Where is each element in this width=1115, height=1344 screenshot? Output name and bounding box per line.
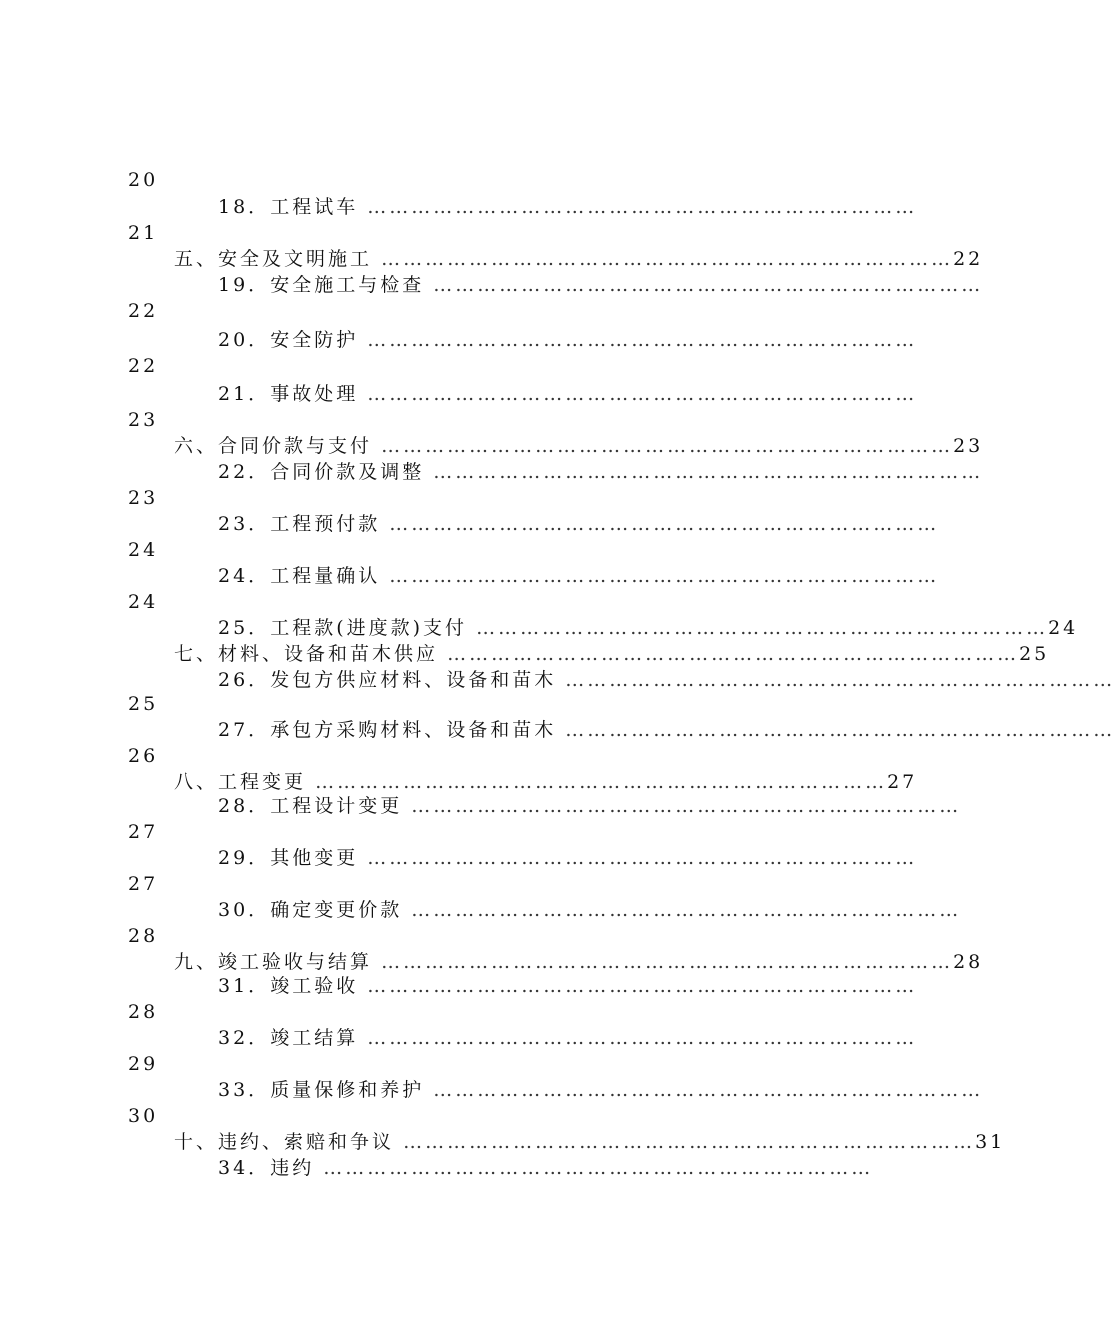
page-number: 21 bbox=[128, 222, 159, 244]
toc-page-number bbox=[128, 590, 158, 614]
dot-leader: …………………………………………………………………… bbox=[476, 617, 1049, 639]
toc-page-number bbox=[128, 744, 158, 768]
entry-number: 22． bbox=[218, 461, 271, 483]
dot-leader: ………………………………………………………………… bbox=[367, 975, 918, 997]
page-number: 24 bbox=[128, 591, 159, 613]
dot-leader: ………………………………………………………………… bbox=[367, 1027, 918, 1049]
dot-leader: ………………………………………………………………… bbox=[367, 383, 918, 405]
page-number: 28 bbox=[128, 1001, 159, 1023]
page-number: 24 bbox=[128, 539, 159, 561]
dot-leader: ………………………………………………………………… bbox=[433, 1079, 984, 1101]
page-number: 27 bbox=[887, 771, 918, 793]
page-number: 23 bbox=[128, 409, 159, 431]
entry-title: 竣工结算 bbox=[270, 1027, 359, 1049]
entry-number: 23． bbox=[218, 513, 271, 535]
entry-number: 24． bbox=[218, 565, 271, 587]
entry-number: 18． bbox=[218, 196, 271, 218]
dot-leader: ………………………………………………………………… bbox=[367, 329, 918, 351]
entry-number: 27． bbox=[218, 719, 271, 741]
dot-leader: ………………………………………………………………… bbox=[323, 1157, 874, 1179]
toc-item bbox=[218, 1078, 984, 1102]
entry-number: 九、 bbox=[174, 951, 219, 973]
entry-title: 材料、设备和苗木供应 bbox=[218, 643, 439, 665]
toc-page-number bbox=[128, 299, 158, 323]
toc-item bbox=[218, 616, 1079, 640]
entry-title: 工程量确认 bbox=[270, 565, 381, 587]
entry-number: 19． bbox=[218, 274, 271, 296]
page-number: 23 bbox=[953, 435, 984, 457]
page-number: 26 bbox=[128, 745, 159, 767]
toc-item bbox=[218, 1026, 918, 1050]
toc-page-number bbox=[128, 354, 158, 378]
entry-title: 合同价款及调整 bbox=[270, 461, 425, 483]
page-number: 22 bbox=[128, 355, 159, 377]
page-number: 28 bbox=[128, 925, 159, 947]
page-number: 22 bbox=[128, 300, 159, 322]
toc-chapter bbox=[174, 770, 918, 794]
toc-chapter bbox=[174, 1130, 1006, 1154]
page-number: 25 bbox=[128, 693, 159, 715]
toc-item bbox=[218, 195, 918, 219]
toc-page-number bbox=[128, 486, 158, 510]
toc-item bbox=[218, 273, 984, 297]
toc-page-number bbox=[128, 168, 158, 192]
page-number: 25 bbox=[1019, 643, 1050, 665]
toc-page-number bbox=[128, 1052, 158, 1076]
entry-title: 工程试车 bbox=[270, 196, 359, 218]
dot-leader: …………………………………………………………………… bbox=[447, 643, 1020, 665]
page-number: 24 bbox=[1048, 617, 1079, 639]
entry-number: 32． bbox=[218, 1027, 271, 1049]
toc-item bbox=[218, 668, 1115, 692]
toc-item bbox=[218, 898, 962, 922]
entry-title: 其他变更 bbox=[270, 847, 359, 869]
page-number: 31 bbox=[975, 1131, 1006, 1153]
entry-number: 十、 bbox=[174, 1131, 219, 1153]
dot-leader: ………………………………………………………………… bbox=[433, 461, 984, 483]
toc-page-number bbox=[128, 1000, 158, 1024]
page-number: 23 bbox=[128, 487, 159, 509]
dot-leader: ………………………………………………………………… bbox=[389, 565, 940, 587]
dot-leader: …………………………………………………………………… bbox=[381, 951, 954, 973]
page-number: 30 bbox=[128, 1105, 159, 1127]
entry-title: 工程变更 bbox=[218, 771, 307, 793]
page-number: 27 bbox=[128, 873, 159, 895]
toc-page-number bbox=[128, 221, 158, 245]
toc-chapter bbox=[174, 434, 984, 458]
toc-page-number bbox=[128, 924, 158, 948]
page-number: 20 bbox=[128, 169, 159, 191]
entry-number: 31． bbox=[218, 975, 271, 997]
page-number: 29 bbox=[128, 1053, 159, 1075]
entry-number: 26． bbox=[218, 669, 271, 691]
toc-item bbox=[218, 794, 962, 818]
entry-title: 安全施工与检查 bbox=[270, 274, 425, 296]
toc-item bbox=[218, 382, 918, 406]
toc-item bbox=[218, 564, 940, 588]
dot-leader: ………………………………………………………………… bbox=[565, 669, 1115, 691]
dot-leader: ………………………………………………………………… bbox=[411, 795, 962, 817]
page-number: 27 bbox=[128, 821, 159, 843]
page-number: 22 bbox=[953, 248, 984, 270]
toc-item bbox=[218, 328, 918, 352]
toc-chapter bbox=[174, 950, 984, 974]
entry-title: 工程预付款 bbox=[270, 513, 381, 535]
entry-title: 工程设计变更 bbox=[270, 795, 403, 817]
entry-title: 质量保修和养护 bbox=[270, 1079, 425, 1101]
toc-item bbox=[218, 460, 984, 484]
entry-title: 确定变更价款 bbox=[270, 899, 403, 921]
entry-title: 竣工验收与结算 bbox=[218, 951, 373, 973]
entry-title: 合同价款与支付 bbox=[218, 435, 373, 457]
entry-number: 五、 bbox=[174, 248, 219, 270]
toc-page-number bbox=[128, 820, 158, 844]
entry-title: 安全及文明施工 bbox=[218, 248, 373, 270]
entry-title: 承包方采购材料、设备和苗木 bbox=[270, 719, 557, 741]
entry-number: 八、 bbox=[174, 771, 219, 793]
entry-number: 20． bbox=[218, 329, 271, 351]
entry-number: 七、 bbox=[174, 643, 219, 665]
dot-leader: ………………………………………………………………… bbox=[411, 899, 962, 921]
toc-page-number bbox=[128, 538, 158, 562]
toc-item bbox=[218, 718, 1115, 742]
entry-title: 安全防护 bbox=[270, 329, 359, 351]
toc-page-number bbox=[128, 872, 158, 896]
entry-number: 21． bbox=[218, 383, 271, 405]
toc-page-number bbox=[128, 692, 158, 716]
dot-leader: ………………………………………………………………… bbox=[389, 513, 940, 535]
toc-page-number bbox=[128, 408, 158, 432]
entry-number: 29． bbox=[218, 847, 271, 869]
entry-title: 违约 bbox=[270, 1157, 315, 1179]
dot-leader: ………………………………………………………………… bbox=[433, 274, 984, 296]
dot-leader: ………………………………………………………………… bbox=[565, 719, 1115, 741]
dot-leader: ………………………………………………………………… bbox=[367, 196, 918, 218]
toc-page-number bbox=[128, 1104, 158, 1128]
entry-title: 发包方供应材料、设备和苗木 bbox=[270, 669, 557, 691]
entry-number: 28． bbox=[218, 795, 271, 817]
entry-title: 事故处理 bbox=[270, 383, 359, 405]
page-number: 28 bbox=[953, 951, 984, 973]
dot-leader: …………………………………………………………………… bbox=[403, 1131, 976, 1153]
entry-number: 六、 bbox=[174, 435, 219, 457]
dot-leader: …………………………………………………………………… bbox=[315, 771, 888, 793]
toc-chapter bbox=[174, 642, 1050, 666]
entry-title: 工程款(进度款)支付 bbox=[270, 617, 468, 639]
entry-number: 34． bbox=[218, 1157, 271, 1179]
toc-item bbox=[218, 512, 940, 536]
toc-item bbox=[218, 974, 918, 998]
entry-number: 30． bbox=[218, 899, 271, 921]
entry-number: 25． bbox=[218, 617, 271, 639]
dot-leader: …………………………………………………………………… bbox=[381, 248, 954, 270]
toc-item bbox=[218, 846, 918, 870]
dot-leader: …………………………………………………………………… bbox=[381, 435, 954, 457]
entry-title: 竣工验收 bbox=[270, 975, 359, 997]
entry-title: 违约、索赔和争议 bbox=[218, 1131, 395, 1153]
toc-chapter bbox=[174, 247, 984, 271]
dot-leader: ………………………………………………………………… bbox=[367, 847, 918, 869]
toc-item bbox=[218, 1156, 874, 1180]
entry-number: 33． bbox=[218, 1079, 271, 1101]
